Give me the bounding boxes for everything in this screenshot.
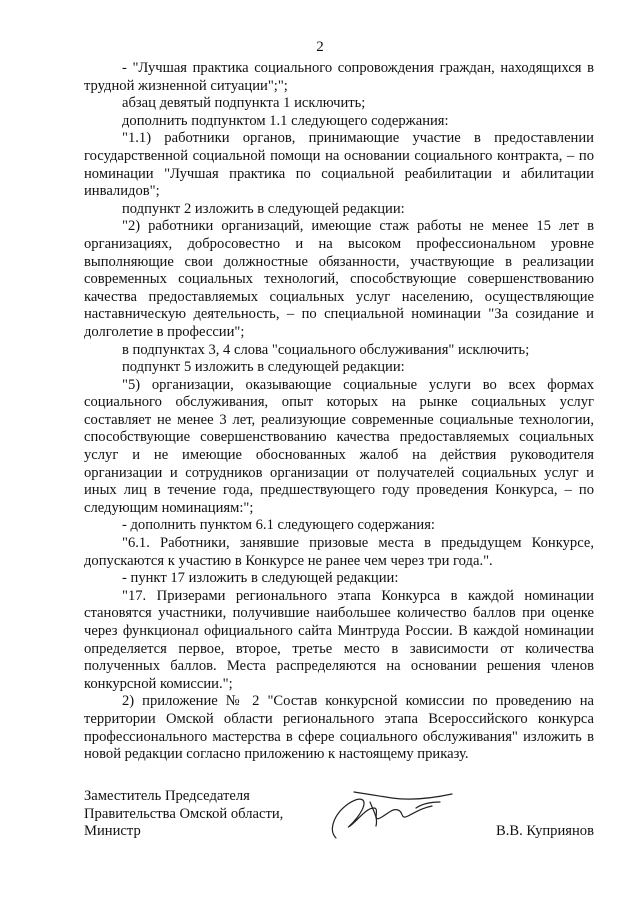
signatory-position-line: Заместитель Председателя [84, 788, 250, 804]
signatory-name: В.В. Куприянов [496, 823, 594, 840]
signatory-position-line: Правительства Омской области, [84, 805, 284, 822]
page-number: 2 [316, 39, 324, 55]
paragraph: дополнить подпунктом 1.1 следующего содержания: [122, 112, 449, 129]
paragraph: - пункт 17 изложить в следующей редакции: [122, 570, 399, 587]
signatory-position-line: Министр [84, 823, 141, 840]
signature-block [84, 788, 594, 848]
paragraph: 2) приложение № 2 "Состав конкурсной комиссии по проведению на территории Омской области регионального этапа Всероссийского конкурса профессионального мастерства в сфере социального обслуживания" изложить в новой редакции согласно приложению к настоящему приказу. [84, 693, 594, 763]
paragraph: подпункт 5 изложить в следующей редакции: [122, 359, 405, 376]
paragraph: "17. Призерами регионального этапа Конкурса в каждой номинации становятся участники, получившие наибольшее количество баллов при оценке через функционал официального сайта Минтруда России. В каждой номинации определяется первое, второе, третье место в зависимости от количества полученных баллов. Места распределяются на основании решения членов конкурсной комиссии."; [84, 587, 594, 692]
paragraph: абзац девятый подпункта 1 исключить; [122, 95, 366, 112]
handwritten-signature [308, 786, 458, 846]
paragraph: "6.1. Работники, занявшие призовые места в предыдущем Конкурсе, допускаются к участию в Конкурсе не ранее чем через три года.". [84, 535, 594, 569]
paragraph: "5) организации, оказывающие социальные услуги во всех формах социального обслуживания, опыт которых на рынке социальных услуг составляет не менее 3 лет, реализующие современные социальные технологии, способствующие совершенствованию качества предоставляемых социальных услуг и не имеющие обоснованных жалоб на действия руководителя организации и сотрудников организации от получателей социальных услуг и иных лиц в течение года, предшествующего году проведения Конкурса, – по следующим номинациям:"; [84, 376, 594, 516]
paragraph: - дополнить пунктом 6.1 следующего содержания: [122, 517, 435, 534]
paragraph: "1.1) работники органов, принимающие участие в предоставлении государственной социальной помощи на основании социального контракта, – по номинации "Лучшая практика по социальной реабилитации и абилитации инвалидов"; [84, 130, 594, 200]
document-body [84, 60, 594, 764]
paragraph: - "Лучшая практика социального сопровождения граждан, находящихся в трудной жизненной ситуации";"; [84, 60, 594, 94]
paragraph: в подпунктах 3, 4 слова "социального обслуживания" исключить; [122, 341, 530, 358]
paragraph: "2) работники организаций, имеющие стаж работы не менее 15 лет в организациях, добросовестно и на высоком профессиональном уровне выполняющие свои должностные обязанности, участвующие в реализации современных социальных технологий, способствующие совершенствованию качества предоставляемых социальных услуг населению, осуществляющие наставническую деятельность, – по специальной номинации "За созидание и долголетие в профессии"; [84, 218, 594, 340]
paragraph: подпункт 2 изложить в следующей редакции: [122, 200, 405, 217]
